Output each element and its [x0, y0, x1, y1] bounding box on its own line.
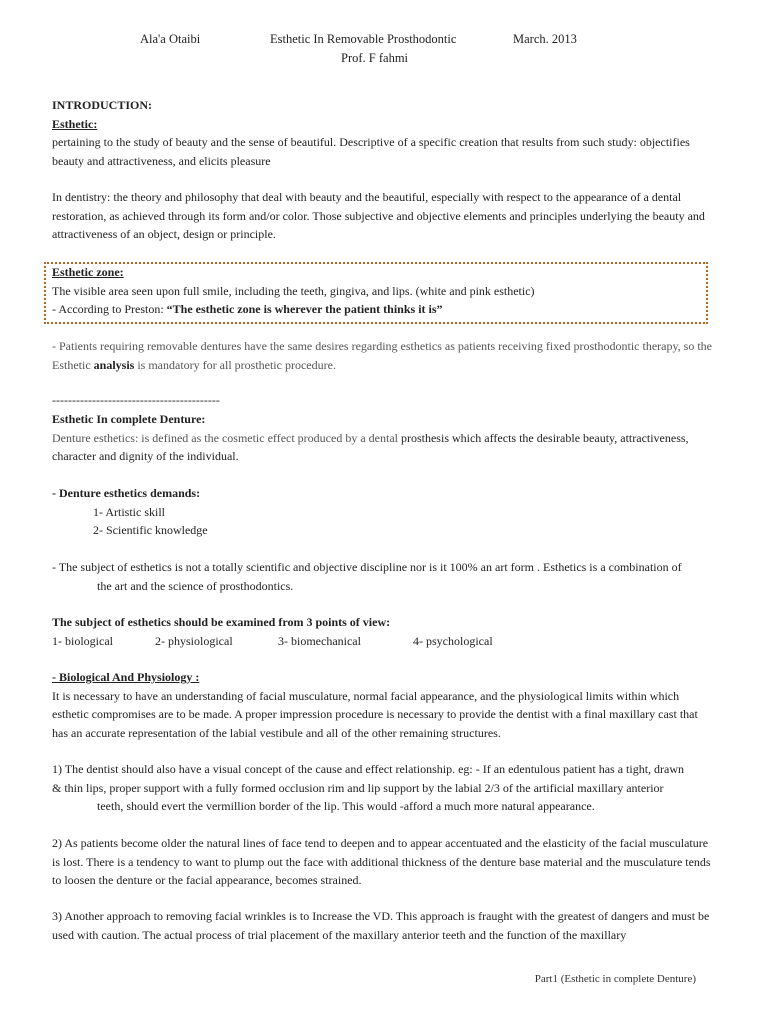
point-1-line-1: 1) The dentist should also have a visual concept of the cause and effect relationship. eg: - If an edentulous patient has a tight, drawn: [52, 762, 685, 776]
patients-paragraph: [52, 337, 712, 374]
introduction-section: [52, 96, 712, 244]
dentistry-definition: In dentistry: the theory and philosophy that deal with beauty and the beautiful, especially with respect to the appearance of a dental restoration, as achieved through its form and/or color. Those subjective and objective elements and principles underlying the beauty and attractiveness of an object, design or principle.: [52, 190, 705, 241]
page-footer: Part1 (Esthetic in complete Denture): [534, 973, 696, 985]
section-divider: ------------------------------------------: [52, 393, 220, 407]
esthetic-zone-section: [52, 263, 712, 319]
complete-denture-heading: Esthetic In complete Denture:: [52, 412, 206, 426]
patients-analysis: analysis: [93, 357, 135, 372]
preston-prefix: - According to Preston:: [52, 302, 167, 316]
demand-item-2: 2- Scientific knowledge: [93, 523, 208, 537]
header-author: Ala'a Otaibi: [140, 32, 201, 46]
point-1-line-2: & thin lips, proper support with a fully formed occlusion rim and lip support by the labial 2/3 of the artificial maxillary anterior: [52, 780, 664, 795]
introduction-heading: INTRODUCTION:: [52, 98, 153, 112]
subject-line-2: the art and the science of prosthodontics.: [97, 578, 294, 593]
patients-text-1: - Patients requiring removable dentures have the same desires regarding esthetics as patients receiving fixed prosthodontic therapy, so the Esthetic: [52, 339, 713, 372]
esthetic-label: Esthetic:: [52, 116, 98, 131]
esthetic-zone-label: Esthetic zone:: [52, 265, 124, 279]
denture-esthetics-def-rest: prosthesis which affects the desirable beauty, attractiveness, character and dignity of the individual.: [52, 430, 689, 463]
header-title: Esthetic In Removable Prosthodontic: [270, 32, 457, 46]
header-date: March. 2013: [513, 32, 577, 46]
subject-paragraph: [52, 558, 712, 595]
denture-esthetics-def-gray: Denture esthetics: is defined as the cosmetic effect produced by a dental: [52, 430, 401, 445]
biological-heading: - Biological And Physiology :: [52, 670, 200, 684]
point-psychological: 4- psychological: [413, 633, 493, 648]
esthetic-zone-line1: The visible area seen upon full smile, including the teeth, gingiva, and lips. (white and pink esthetic): [52, 283, 535, 298]
point-3-paragraph: [52, 907, 712, 944]
point-2-paragraph: [52, 834, 712, 890]
point-biological: 1- biological: [52, 633, 113, 648]
demands-section: [52, 484, 712, 540]
point-biomechanical: 3- biomechanical: [278, 633, 361, 648]
point-1-paragraph: [52, 760, 712, 816]
preston-quote: “The esthetic zone is wherever the patient thinks it is”: [166, 302, 443, 316]
demand-item-1: 1- Artistic skill: [93, 504, 165, 519]
esthetic-definition: pertaining to the study of beauty and the sense of beautiful. Descriptive of a specific creation that results from such study: objectifies beauty and attractiveness, and elicits pleasure: [52, 135, 690, 168]
patients-text-2: is mandatory for all prosthetic procedure.: [134, 357, 336, 372]
point-1-line-3: teeth, should evert the vermillion border of the lip. This would -afford a much more natural appearance.: [97, 799, 595, 813]
point-2-text: 2) As patients become older the natural lines of face tend to deepen and to appear accentuated and the elasticity of the facial musculature is lost. There is a tendency to want to plump out the face with additional thickness of the denture base material and the musculature tends to loosen the denture or the facial appearance, becomes strained.: [52, 836, 711, 887]
points-list: [52, 632, 712, 651]
points-heading: The subject of esthetics should be examined from 3 points of view:: [52, 615, 391, 629]
demands-heading: - Denture esthetics demands:: [52, 486, 201, 500]
esthetic-zone-line2: [52, 300, 712, 319]
complete-denture-section: [52, 410, 712, 466]
points-section: [52, 613, 712, 650]
biological-paragraph: It is necessary to have an understanding of facial musculature, normal facial appearance, and the physiological limits within which esthetic compromises are to be made. A proper impression procedure is necessary to provide the dentist with a final maxillary cast that has an accurate representation of the labial vestibule and all of the other remaining structures.: [52, 688, 698, 740]
header-professor: Prof. F fahmi: [341, 51, 409, 65]
biological-section: [52, 668, 712, 742]
point-3-text: 3) Another approach to removing facial wrinkles is to Increase the VD. This approach is fraught with the greatest of dangers and must be used with caution. The actual process of trial placement of the maxillary anterior teeth and the function of the maxillary: [52, 909, 710, 942]
point-physiological: 2- physiological: [155, 633, 233, 648]
subject-line-1: - The subject of esthetics is not a totally scientific and objective discipline nor is it 100% an art form . Esthetics is a combination of: [52, 560, 682, 574]
